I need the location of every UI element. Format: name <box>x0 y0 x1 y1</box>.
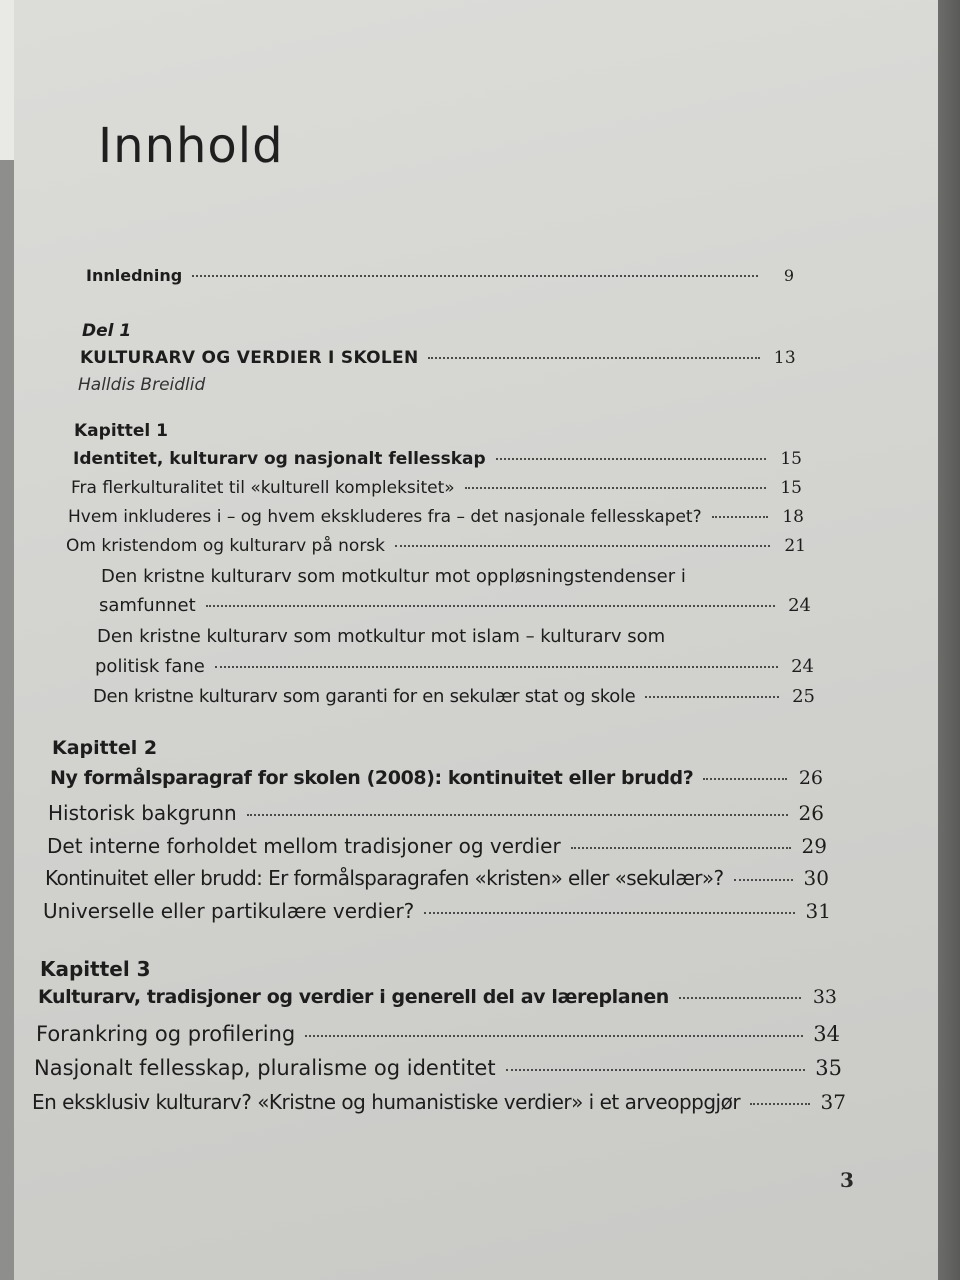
toc-entry[interactable] <box>45 866 829 890</box>
dot-leader <box>645 696 779 698</box>
toc-entry-label: samfunnet <box>99 595 196 616</box>
toc-subentry-line: Den kristne kulturarv som motkultur mot oppløsningstendenser i <box>101 566 686 587</box>
toc-subentry-line: Den kristne kulturarv som motkultur mot islam – kulturarv som <box>97 626 666 647</box>
toc-entry-innledning[interactable] <box>86 266 794 285</box>
dot-leader <box>206 605 775 607</box>
toc-page-number: 21 <box>784 536 806 556</box>
page-title: Innhold <box>98 118 284 174</box>
toc-page-number: 33 <box>812 986 837 1008</box>
dot-leader <box>395 545 770 547</box>
dot-leader <box>496 458 766 460</box>
toc-entry-part-1[interactable] <box>80 348 796 368</box>
toc-entry-label: Innledning <box>86 266 183 285</box>
toc-entry[interactable] <box>47 834 827 858</box>
toc-entry-chapter-1[interactable] <box>73 449 802 469</box>
toc-page-number: 29 <box>801 834 827 858</box>
toc-page-number: 15 <box>780 478 802 498</box>
page-number: 3 <box>840 1168 854 1192</box>
toc-entry-chapter-2[interactable] <box>50 767 823 789</box>
toc-entry[interactable] <box>34 1056 842 1080</box>
toc-page-number: 34 <box>813 1022 840 1046</box>
part-author: Halldis Breidlid <box>78 375 206 395</box>
toc-entry-label: Nasjonalt fellesskap, pluralisme og identitet <box>34 1056 496 1080</box>
dot-leader <box>247 814 788 816</box>
dot-leader <box>465 487 766 489</box>
toc-entry-chapter-3[interactable] <box>38 986 837 1008</box>
chapter-title: Ny formålsparagraf for skolen (2008): kontinuitet eller brudd? <box>50 767 694 789</box>
toc-entry[interactable] <box>71 478 802 498</box>
adjacent-page-edge <box>0 0 14 160</box>
toc-entry-label: Den kristne kulturarv som garanti for en sekulær stat og skole <box>93 686 636 707</box>
toc-page-number: 35 <box>815 1056 842 1080</box>
dot-leader <box>703 778 787 780</box>
part-label: Del 1 <box>82 321 132 341</box>
toc-page-number: 9 <box>783 266 794 285</box>
dot-leader <box>428 357 760 359</box>
chapter-title: Identitet, kulturarv og nasjonalt fellesskap <box>73 449 486 469</box>
toc-page-number: 26 <box>798 767 823 789</box>
dot-leader <box>571 847 791 849</box>
dot-leader <box>679 997 801 999</box>
toc-page-number: 13 <box>773 348 796 368</box>
toc-entry-label: politisk fane <box>95 656 205 677</box>
toc-entry[interactable] <box>36 1022 840 1046</box>
toc-page-number: 15 <box>780 449 802 469</box>
dot-leader <box>424 912 795 914</box>
toc-entry[interactable] <box>32 1090 846 1114</box>
dot-leader <box>506 1069 806 1071</box>
toc-entry-label: Kontinuitet eller brudd: Er formålsparagrafen «kristen» eller «sekulær»? <box>45 866 724 890</box>
toc-entry-label: Historisk bakgrunn <box>48 801 237 825</box>
toc-page-number: 26 <box>798 801 824 825</box>
toc-entry[interactable] <box>43 899 831 923</box>
toc-page-number: 30 <box>803 866 829 890</box>
toc-entry-label: Om kristendom og kulturarv på norsk <box>66 536 386 556</box>
dot-leader <box>712 516 768 518</box>
toc-subentry[interactable] <box>95 656 814 677</box>
toc-entry-label: Forankring og profilering <box>36 1022 296 1046</box>
toc-page-number: 18 <box>782 507 804 527</box>
toc-entry-label: Universelle eller partikulære verdier? <box>43 899 415 923</box>
book-page <box>14 0 938 1280</box>
toc-entry-label: Det interne forholdet mellom tradisjoner og verdier <box>47 834 561 858</box>
dot-leader <box>305 1035 803 1037</box>
dot-leader <box>734 879 793 881</box>
dot-leader <box>192 275 758 277</box>
toc-entry-label: Hvem inkluderes i – og hvem ekskluderes fra – det nasjonale fellesskapet? <box>68 507 702 527</box>
dot-leader <box>215 666 778 668</box>
toc-page-number: 25 <box>792 686 815 707</box>
toc-entry-label: En eksklusiv kulturarv? «Kristne og humanistiske verdier» i et arveoppgjør <box>32 1090 741 1114</box>
chapter-2-label: Kapittel 2 <box>52 737 158 759</box>
toc-entry[interactable] <box>66 536 806 556</box>
chapter-title: Kulturarv, tradisjoner og verdier i generell del av læreplanen <box>38 986 669 1008</box>
toc-subentry[interactable] <box>93 686 815 707</box>
toc-page-number: 24 <box>791 656 814 677</box>
chapter-1-label: Kapittel 1 <box>74 421 168 441</box>
toc-subentry[interactable] <box>99 595 811 616</box>
toc-entry-label: Fra flerkulturalitet til «kulturell kompleksitet» <box>71 478 455 498</box>
part-title: KULTURARV OG VERDIER I SKOLEN <box>80 348 419 368</box>
dot-leader <box>750 1103 810 1105</box>
toc-page-number: 31 <box>805 899 831 923</box>
toc-page-number: 37 <box>820 1090 846 1114</box>
toc-entry[interactable] <box>68 507 804 527</box>
toc-page-number: 24 <box>788 595 811 616</box>
background-surface <box>938 0 960 1280</box>
chapter-3-label: Kapittel 3 <box>40 957 151 981</box>
toc-entry[interactable] <box>48 801 824 825</box>
